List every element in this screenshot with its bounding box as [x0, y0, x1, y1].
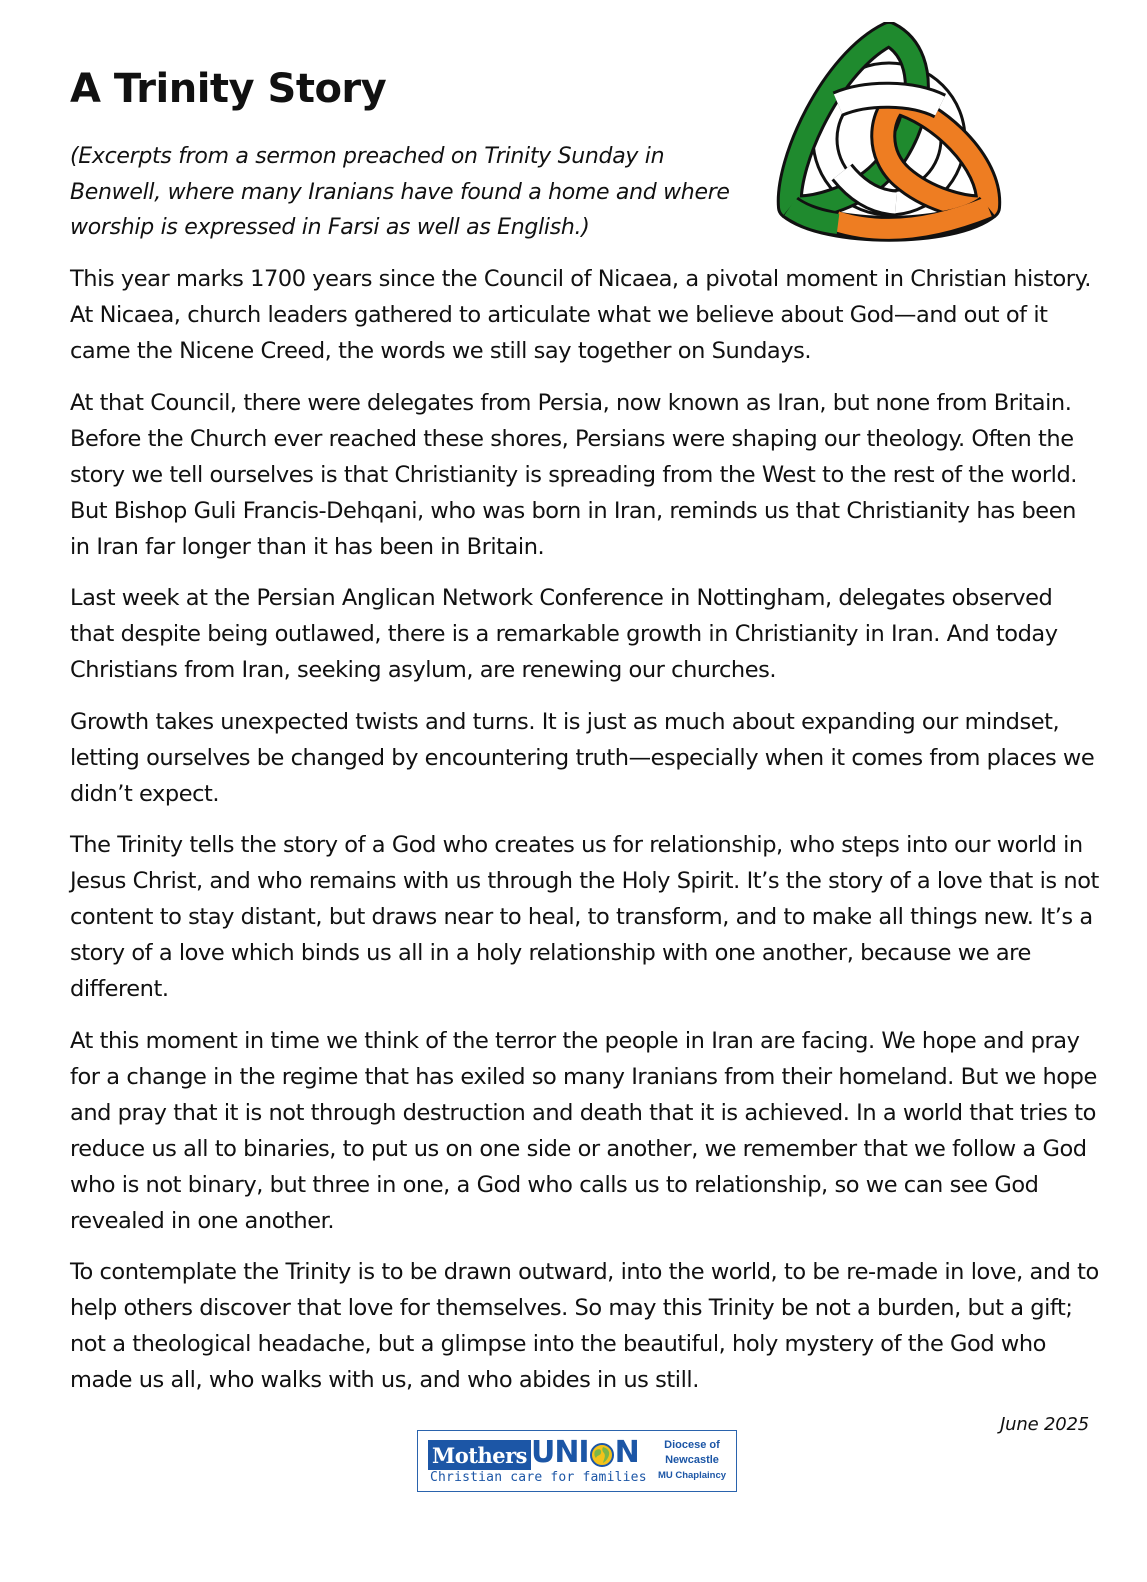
logo-tagline: Christian care for families — [430, 1470, 647, 1485]
logo-union-text-right: N — [614, 1435, 639, 1470]
globe-icon — [590, 1443, 614, 1467]
paragraph: To contemplate the Trinity is to be drawn outward, into the world, to be re-made in love, and to help others discover that love for themselves. So may this Trinity be not a burden, but a gift; not a theological headache, but a glimpse into the beautiful, holy mystery of the God who made us all, who walks with us, and who abides in us still. — [70, 1259, 1099, 1393]
chaplaincy-label: MU Chaplaincy — [657, 1470, 727, 1481]
mothers-union-wordmark — [428, 1434, 639, 1470]
page-title: A Trinity Story — [70, 66, 387, 112]
paragraph: At this moment in time we think of the terror the people in Iran are facing. We hope and pray for a change in the regime that has exiled so many Iranians from their homeland. But we hope and pray that it is not through destruction and death that it is achieved. In a world that tries to reduce us all to binaries, to put us on one side or another, we remember that we follow a God who is not binary, but three in one, a God who calls us to relationship, so we can see God revealed in one another. — [70, 1027, 1097, 1234]
sermon-body — [70, 261, 1100, 1414]
diocese-line-1: Diocese of — [664, 1439, 720, 1451]
subtitle: (Excerpts from a sermon preached on Trinity Sunday in Benwell, where many Iranians have found a home and where worship is expressed in Farsi as well as English.) — [70, 144, 730, 240]
logo-mothers-text: Mothers — [428, 1440, 531, 1470]
paragraph: At that Council, there were delegates from Persia, now known as Iran, but none from Britain. Before the Church ever reached these shores, Persians were shaping our theology. Often the story we tell ourselves is that Christianity is spreading from the West to the rest of the world. But Bishop Guli Francis-Dehqani, who was born in Iran, reminds us that Christianity has been in Iran far longer than it has been in Britain. — [70, 389, 1077, 560]
date-label: June 2025 — [1000, 1414, 1089, 1435]
logo-diocese — [650, 1438, 734, 1483]
celtic-trinity-knot-icon — [776, 22, 1002, 242]
paragraph: Last week at the Persian Anglican Network Conference in Nottingham, delegates observed that despite being outlawed, there is a remarkable growth in Christianity in Iran. And today Christians from Iran, seeking asylum, are renewing our churches. — [70, 585, 1058, 683]
mothers-union-logo — [417, 1430, 737, 1492]
diocese-line-2: Newcastle — [665, 1454, 719, 1466]
paragraph: The Trinity tells the story of a God who creates us for relationship, who steps into our world in Jesus Christ, and who remains with us through the Holy Spirit. It’s the story of a love that is not content to stay distant, but draws near to heal, to transform, and to make all things new. It’s a story of a love which binds us all in a holy relationship with one another, because we are different. — [70, 832, 1099, 1002]
paragraph: This year marks 1700 years since the Council of Nicaea, a pivotal moment in Christian history. At Nicaea, church leaders gathered to articulate what we believe about God—and out of it came the Nicene Creed, the words we still say together on Sundays. — [70, 266, 1091, 364]
logo-union-text-left: UNI — [530, 1435, 589, 1470]
paragraph: Growth takes unexpected twists and turns. It is just as much about expanding our mindset, letting ourselves be changed by encountering truth—especially when it comes from places we didn’t expect. — [70, 708, 1095, 807]
